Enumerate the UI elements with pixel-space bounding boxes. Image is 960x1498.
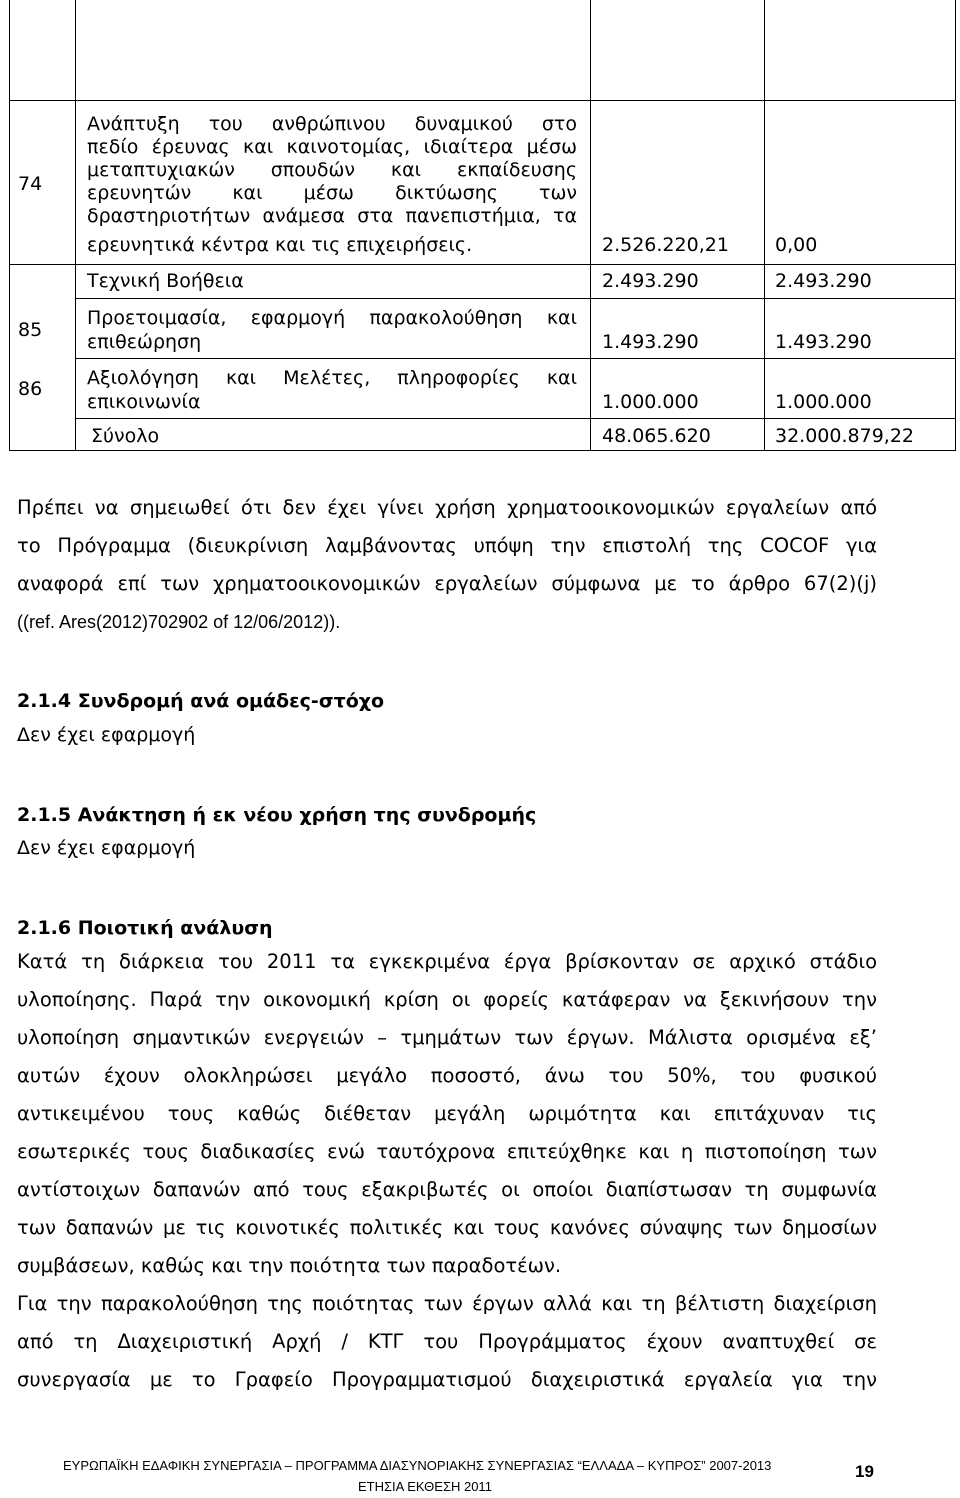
row-description-line: Αξιολόγηση και Μελέτες, πληροφορίες και: [87, 367, 577, 389]
not-applicable-text: Δεν έχει εφαρμογή: [17, 724, 196, 746]
table-border: [75, 0, 76, 451]
value-amount-1: 2.526.220,21: [602, 234, 729, 256]
total-label: Σύνολο: [91, 425, 160, 447]
total-amount-1: 48.065.620: [602, 425, 711, 447]
not-applicable-text: Δεν έχει εφαρμογή: [17, 837, 196, 859]
section-heading-2-1-4: 2.1.4 Συνδρομή ανά ομάδες-στόχο: [17, 690, 385, 712]
paragraph-line: Για την παρακολούθηση της ποιότητας των έργων αλλά και τη βέλτιστη διαχείριση: [17, 1292, 877, 1315]
section-heading-2-1-6: 2.1.6 Ποιοτική ανάλυση: [17, 917, 273, 939]
paragraph-line: Πρέπει να σημειωθεί ότι δεν έχει γίνει χρήση χρηματοοικονομικών εργαλείων από: [17, 496, 877, 519]
row-number: 85: [18, 319, 43, 341]
row-description-line: Ανάπτυξη του ανθρώπινου δυναμικού στο: [87, 113, 577, 135]
paragraph-line: εσωτερικές τους διαδικασίες ενώ ταυτόχρονα επιτεύχθηκε και η πιστοποίηση των: [17, 1140, 877, 1163]
paragraph-line: υλοποίηση σημαντικών ενεργειών – τμημάτων των έργων. Μάλιστα ορισμένα εξ’: [17, 1026, 877, 1049]
paragraph-line: συμβάσεων, καθώς και την ποιότητα των παραδοτέων.: [17, 1254, 562, 1277]
section-heading-2-1-5: 2.1.5 Ανάκτηση ή εκ νέου χρήση της συνδρομής: [17, 804, 537, 826]
row-description-line: Τεχνική Βοήθεια: [87, 270, 244, 292]
total-amount-2: 32.000.879,22: [775, 425, 915, 447]
qualitative-analysis-text: [17, 943, 877, 1399]
table-border: [9, 100, 956, 101]
table-border: [9, 0, 10, 451]
financial-instruments-note: [17, 489, 877, 641]
paragraph-line: αντικειμένου τους καθώς διέθεταν μεγάλη ωριμότητα και επιτάχυναν τις: [17, 1102, 877, 1125]
paragraph-line: από τη Διαχειριστική Αρχή / ΚΤΓ του Προγράμματος έχουν αναπτυχθεί σε: [17, 1330, 877, 1353]
table-border: [9, 450, 956, 451]
row-number: 74: [18, 173, 43, 195]
value-amount-2: 2.493.290: [775, 270, 872, 292]
table-border: [75, 358, 956, 359]
footer-program-title: ΕΥΡΩΠΑΪΚΗ ΕΔΑΦΙΚΗ ΣΥΝΕΡΓΑΣΙΑ – ΠΡΟΓΡΑΜΜΑ ΔΙΑΣΥΝΟΡΙΑΚΗΣ ΣΥΝΕΡΓΑΣΙΑΣ “ΕΛΛΑΔΑ – ΚΥΠΡΟΣ” 2007-2013: [63, 1458, 772, 1473]
table-border: [75, 418, 956, 419]
page-number: 19: [855, 1462, 874, 1481]
row-description-line: μεταπτυχιακών σπουδών και εκπαίδευσης: [87, 159, 577, 181]
footer-report-title: ΕΤΗΣΙΑ ΕΚΘΕΣΗ 2011: [358, 1479, 492, 1494]
paragraph-line: αυτών έχουν ολοκληρώσει μεγάλο ποσοστό, άνω του 50%, του φυσικού: [17, 1064, 877, 1087]
value-amount-2: 1.000.000: [775, 391, 872, 413]
reference-line: ((ref. Ares(2012)702902 of 12/06/2012)).: [17, 612, 341, 632]
row-description-line: επικοινωνία: [87, 391, 201, 413]
row-number: 86: [18, 378, 43, 400]
paragraph-line: Κατά τη διάρκεια του 2011 τα εγκεκριμένα έργα βρίσκονταν σε αρχικό στάδιο: [17, 950, 877, 973]
value-amount-1: 2.493.290: [602, 270, 699, 292]
row-description-line: επιθεώρηση: [87, 331, 202, 353]
table-border: [764, 0, 765, 451]
value-amount-2: 0,00: [775, 234, 818, 256]
funding-table: [0, 0, 956, 451]
row-description-line: πεδίο έρευνας και καινοτομίας, ιδιαίτερα μέσω: [87, 136, 577, 158]
paragraph-line: αναφορά επί των χρηματοοικονομικών εργαλείων σύμφωνα με το άρθρο 67(2)(j): [17, 572, 877, 595]
value-amount-1: 1.000.000: [602, 391, 699, 413]
table-border: [9, 264, 956, 265]
value-amount-1: 1.493.290: [602, 331, 699, 353]
row-description-line: δραστηριοτήτων ανάμεσα στα πανεπιστήμια, τα: [87, 205, 577, 227]
paragraph-line: υλοποίησης. Παρά την οικονομική κρίση οι φορείς κατάφεραν να ξεκινήσουν την: [17, 988, 877, 1011]
table-border: [75, 298, 956, 299]
value-amount-2: 1.493.290: [775, 331, 872, 353]
paragraph-line: αντίστοιχων δαπανών από τους εξακριβωτές οι οποίοι διαπίστωσαν τη συμφωνία: [17, 1178, 877, 1201]
row-description-line: ερευνητικά κέντρα και τις επιχειρήσεις.: [87, 234, 473, 256]
row-description-line: Προετοιμασία, εφαρμογή παρακολούθηση και: [87, 307, 577, 329]
paragraph-line: συνεργασία με το Γραφείο Προγραμματισμού διαχειριστικά εργαλεία για την: [17, 1368, 877, 1391]
table-border: [955, 0, 956, 451]
paragraph-line: των δαπανών με τις κοινοτικές πολιτικές και τους κανόνες σύναψης των δημοσίων: [17, 1216, 877, 1239]
table-border: [590, 0, 591, 451]
row-description-line: ερευνητών και μέσω δικτύωσης των: [87, 182, 577, 204]
paragraph-line: το Πρόγραμμα (διευκρίνιση λαμβάνοντας υπόψη την επιστολή της COCOF για: [17, 534, 877, 557]
